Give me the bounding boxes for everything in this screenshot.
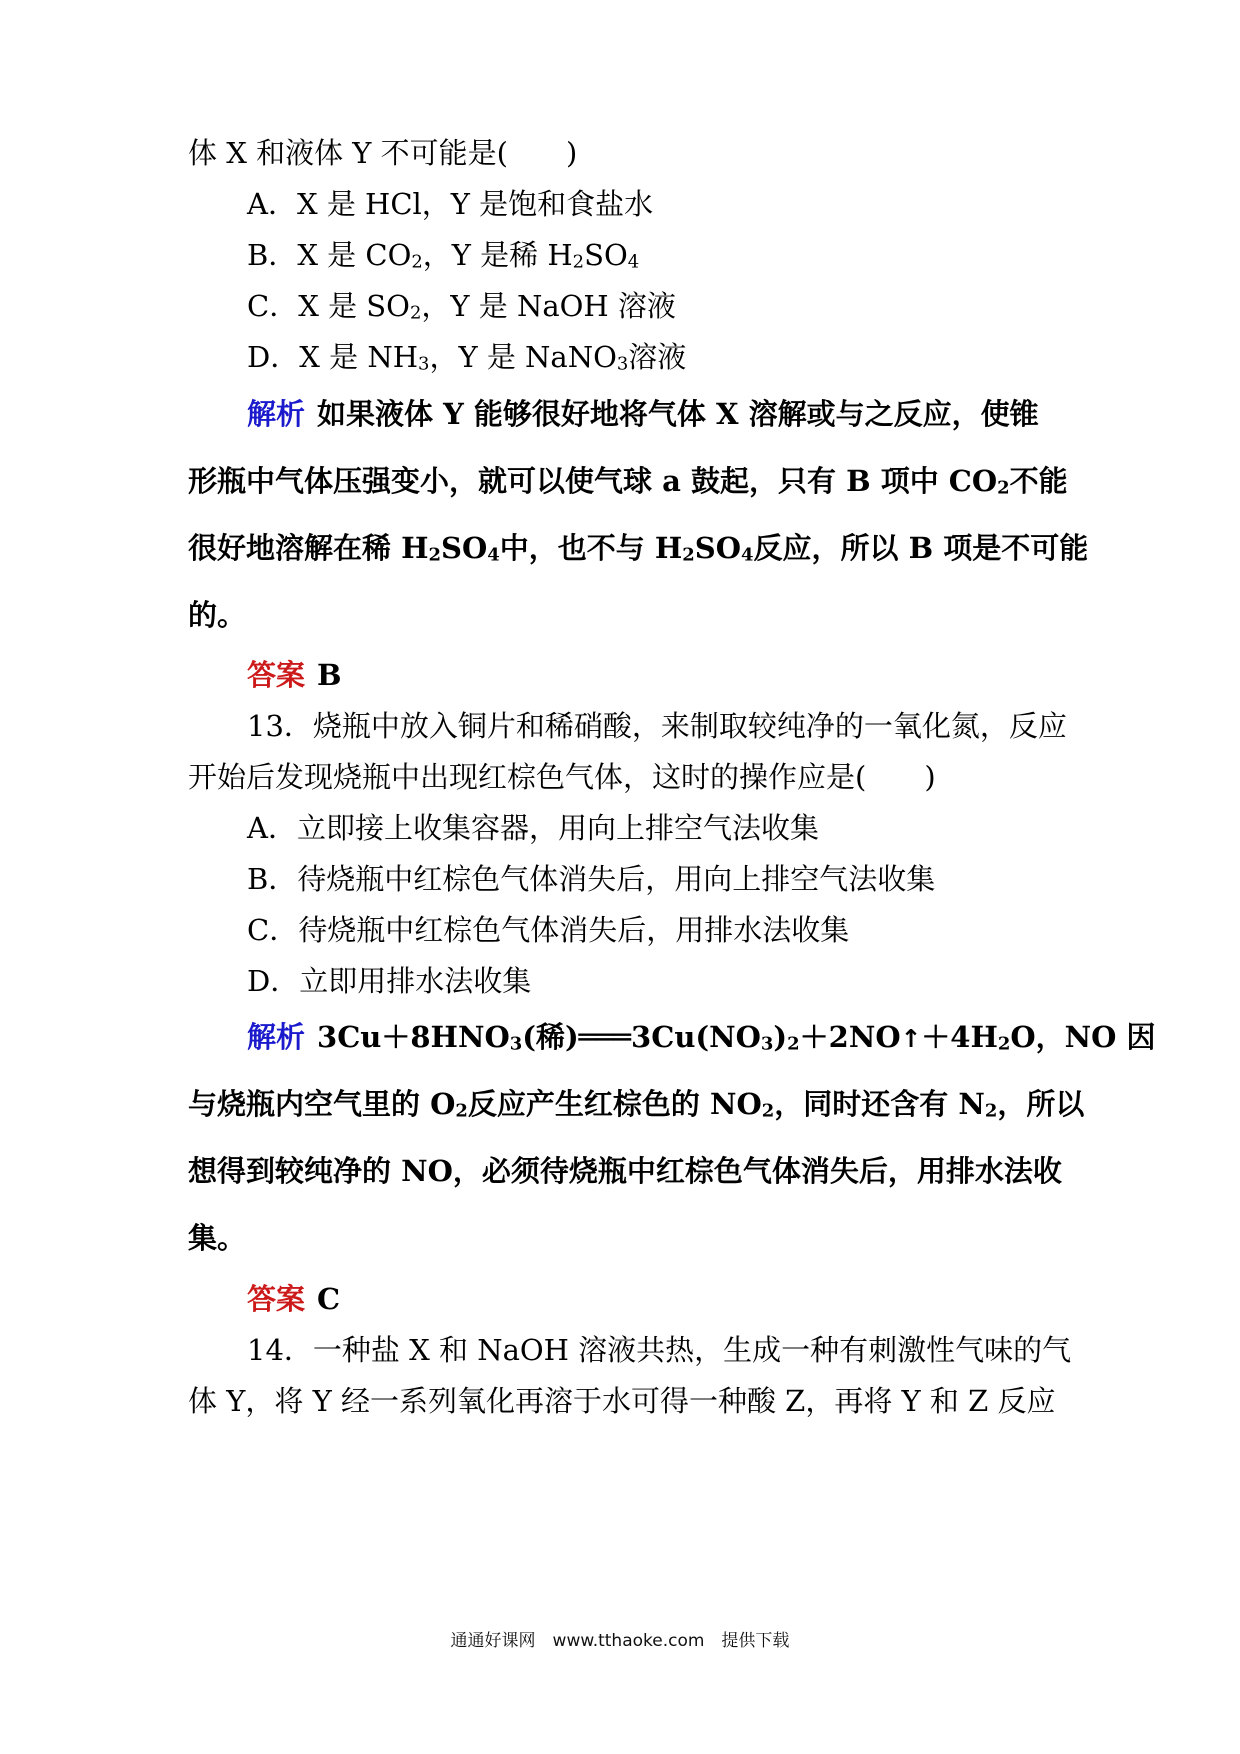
answer-label: 答案: [247, 658, 306, 692]
analysis-label: 解析: [247, 397, 306, 431]
q13-option-a: A．立即接上收集容器，用向上排空气法收集: [247, 811, 819, 845]
q12-analysis-line4: 的。: [188, 598, 247, 632]
q14-stem-line2: 体 Y，将 Y 经一系列氧化再溶于水可得一种酸 Z，再将 Y 和 Z 反应: [188, 1384, 1056, 1418]
q12-option-d: D．X 是 $NH_3$，Y 是 NaNO$_3$溶液: [247, 340, 687, 375]
q12-answer: 答案 B: [247, 658, 342, 692]
q13-analysis-line4: 集。: [188, 1221, 247, 1255]
q13-analysis-line2: 与烧瓶内空气里的 $O_2$反应产生红棕色的 $NO_2$，同时还含有 $N_2$，所以: [188, 1087, 1085, 1122]
q12-stem: 体 X 和液体 Y 不可能是( ): [188, 136, 578, 170]
q14-stem-line1: 14．一种盐 X 和 NaOH 溶液共热，生成一种有刺激性气味的气: [247, 1333, 1072, 1367]
page-footer: 通通好课网 www.tthaoke.com 提供下载: [450, 1631, 790, 1651]
q12-analysis-line1: 解析 如果液体 Y 能够很好地将气体 X 溶解或与之反应，使锥: [247, 397, 1039, 431]
q13-option-c: C．待烧瓶中红棕色气体消失后，用排水法收集: [247, 913, 850, 947]
q13-analysis-equation: 解析 $3Cu+8HNO_3$(稀)$═══3Cu(NO_3)_2+2NO↑+4H_2O$，NO 因: [247, 1020, 1156, 1055]
q12-option-b: B．X 是 $CO_2$，Y 是稀 $H_2SO_4$: [247, 238, 640, 273]
analysis-label: 解析: [247, 1020, 306, 1054]
q12-analysis-line2: 形瓶中气体压强变小，就可以使气球 a 鼓起，只有 B 项中 $CO_2$不能: [188, 464, 1068, 499]
answer-label: 答案: [247, 1282, 306, 1316]
q13-option-b: B．待烧瓶中红棕色气体消失后，用向上排空气法收集: [247, 862, 936, 896]
q12-option-c: C．X 是 $SO_2$，Y 是 NaOH 溶液: [247, 289, 676, 324]
q12-option-a: A．X 是 HCl，Y 是饱和食盐水: [247, 187, 654, 221]
q13-answer: 答案 C: [247, 1282, 341, 1316]
q13-stem-line1: 13．烧瓶中放入铜片和稀硝酸，来制取较纯净的一氧化氮，反应: [247, 709, 1067, 743]
gas-arrow-icon: ↑: [900, 1024, 922, 1053]
q13-stem-line2: 开始后发现烧瓶中出现红棕色气体，这时的操作应是( ): [188, 760, 936, 794]
q13-analysis-line3: 想得到较纯净的 NO，必须待烧瓶中红棕色气体消失后，用排水法收: [188, 1154, 1062, 1188]
q12-analysis-line3: 很好地溶解在稀 $H_2SO_4$中，也不与 $H_2SO_4$反应，所以 B 项是不可能: [188, 531, 1089, 566]
q13-option-d: D．立即用排水法收集: [247, 964, 532, 998]
